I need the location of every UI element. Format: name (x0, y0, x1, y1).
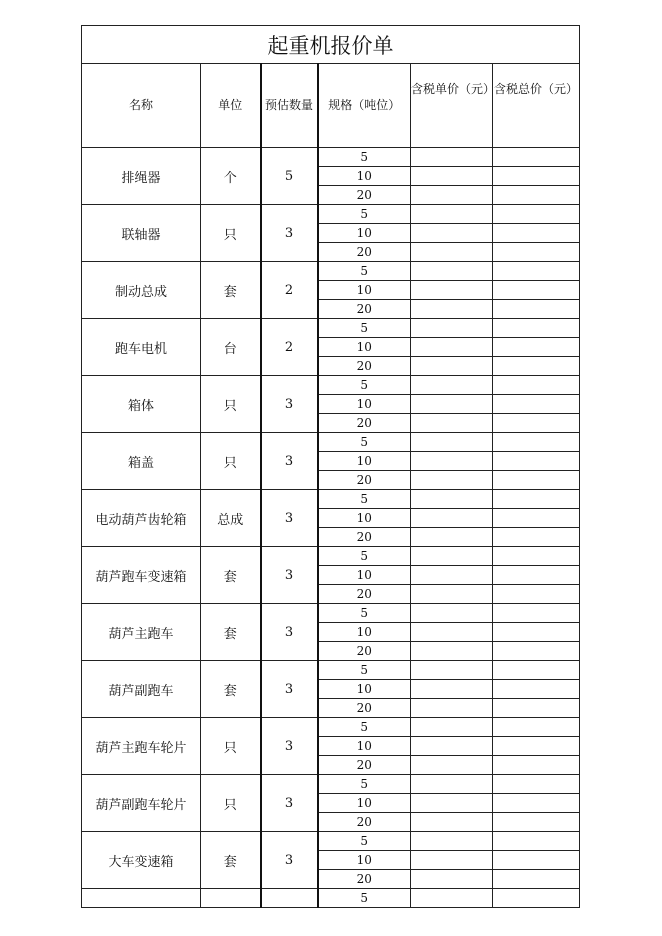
item-name: 电动葫芦齿轮箱 (82, 490, 201, 547)
unit-price-cell[interactable] (411, 566, 493, 585)
unit-price-cell[interactable] (411, 699, 493, 718)
total-price-cell[interactable] (493, 186, 580, 205)
item-spec: 20 (318, 528, 411, 547)
unit-price-cell[interactable] (411, 167, 493, 186)
item-spec: 20 (318, 699, 411, 718)
item-spec: 5 (318, 319, 411, 338)
item-unit: 只 (201, 433, 261, 490)
unit-price-cell[interactable] (411, 661, 493, 680)
item-unit: 只 (201, 205, 261, 262)
item-name: 跑车电机 (82, 319, 201, 376)
unit-price-cell[interactable] (411, 680, 493, 699)
total-price-cell[interactable] (493, 566, 580, 585)
total-price-cell[interactable] (493, 262, 580, 281)
unit-price-cell[interactable] (411, 547, 493, 566)
total-price-cell[interactable] (493, 224, 580, 243)
total-price-cell[interactable] (493, 680, 580, 699)
unit-price-cell[interactable] (411, 737, 493, 756)
total-price-cell[interactable] (493, 870, 580, 889)
unit-price-cell[interactable] (411, 585, 493, 604)
unit-price-cell[interactable] (411, 319, 493, 338)
unit-price-cell[interactable] (411, 338, 493, 357)
item-spec: 10 (318, 566, 411, 585)
item-unit: 只 (201, 376, 261, 433)
total-price-cell[interactable] (493, 414, 580, 433)
sheet-title: 起重机报价单 (82, 26, 580, 64)
unit-price-cell[interactable] (411, 528, 493, 547)
unit-price-cell[interactable] (411, 642, 493, 661)
item-spec: 10 (318, 509, 411, 528)
total-price-cell[interactable] (493, 718, 580, 737)
quote-table (81, 25, 580, 908)
unit-price-cell[interactable] (411, 243, 493, 262)
table-row (82, 547, 580, 566)
item-spec: 20 (318, 243, 411, 262)
item-spec: 20 (318, 642, 411, 661)
unit-price-cell[interactable] (411, 756, 493, 775)
unit-price-cell[interactable] (411, 490, 493, 509)
total-price-cell[interactable] (493, 889, 580, 908)
item-unit: 套 (201, 661, 261, 718)
quote-sheet (81, 25, 579, 905)
item-spec: 5 (318, 490, 411, 509)
item-spec: 10 (318, 737, 411, 756)
total-price-cell[interactable] (493, 775, 580, 794)
item-qty: 5 (261, 148, 318, 205)
item-unit: 台 (201, 319, 261, 376)
item-spec: 5 (318, 376, 411, 395)
unit-price-cell[interactable] (411, 205, 493, 224)
item-qty: 3 (261, 490, 318, 547)
total-price-cell[interactable] (493, 756, 580, 775)
total-price-cell[interactable] (493, 813, 580, 832)
item-spec: 5 (318, 832, 411, 851)
item-spec: 10 (318, 338, 411, 357)
table-row (82, 319, 580, 338)
total-price-cell[interactable] (493, 604, 580, 623)
item-spec: 20 (318, 585, 411, 604)
item-name: 葫芦跑车变速箱 (82, 547, 201, 604)
total-price-cell[interactable] (493, 528, 580, 547)
item-spec: 20 (318, 756, 411, 775)
item-spec: 10 (318, 452, 411, 471)
header-spec: 规格（吨位） (318, 64, 411, 148)
total-price-cell[interactable] (493, 205, 580, 224)
table-row (82, 433, 580, 452)
item-spec: 5 (318, 718, 411, 737)
total-price-cell[interactable] (493, 281, 580, 300)
total-price-cell[interactable] (493, 851, 580, 870)
item-qty: 3 (261, 604, 318, 661)
table-row (82, 832, 580, 851)
unit-price-cell[interactable] (411, 452, 493, 471)
item-qty: 3 (261, 547, 318, 604)
item-qty: 3 (261, 661, 318, 718)
item-unit: 套 (201, 262, 261, 319)
item-spec: 5 (318, 433, 411, 452)
total-price-cell[interactable] (493, 699, 580, 718)
total-price-cell[interactable] (493, 661, 580, 680)
item-unit: 套 (201, 547, 261, 604)
table-row (82, 604, 580, 623)
item-name: 箱体 (82, 376, 201, 433)
item-unit: 个 (201, 148, 261, 205)
header-name: 名称 (82, 64, 201, 148)
item-qty: 3 (261, 433, 318, 490)
unit-price-cell[interactable] (411, 832, 493, 851)
item-name: 葫芦副跑车 (82, 661, 201, 718)
unit-price-cell[interactable] (411, 224, 493, 243)
item-spec: 10 (318, 281, 411, 300)
item-spec: 20 (318, 300, 411, 319)
total-price-cell[interactable] (493, 794, 580, 813)
item-unit: 套 (201, 604, 261, 661)
item-unit: 只 (201, 775, 261, 832)
item-spec: 10 (318, 224, 411, 243)
unit-price-cell[interactable] (411, 471, 493, 490)
header-unit-price: 含税单价（元） (411, 64, 493, 148)
item-unit (201, 889, 261, 908)
unit-price-cell[interactable] (411, 889, 493, 908)
total-price-cell[interactable] (493, 148, 580, 167)
table-row (82, 889, 580, 908)
total-price-cell[interactable] (493, 471, 580, 490)
total-price-cell[interactable] (493, 376, 580, 395)
item-name: 葫芦主跑车 (82, 604, 201, 661)
item-qty: 3 (261, 376, 318, 433)
header-qty: 预估数量 (261, 64, 318, 148)
unit-price-cell[interactable] (411, 718, 493, 737)
item-spec: 20 (318, 870, 411, 889)
unit-price-cell[interactable] (411, 851, 493, 870)
item-spec: 5 (318, 148, 411, 167)
total-price-cell[interactable] (493, 642, 580, 661)
table-row (82, 775, 580, 794)
item-name: 排绳器 (82, 148, 201, 205)
unit-price-cell[interactable] (411, 281, 493, 300)
unit-price-cell[interactable] (411, 433, 493, 452)
unit-price-cell[interactable] (411, 376, 493, 395)
total-price-cell[interactable] (493, 737, 580, 756)
table-row (82, 262, 580, 281)
item-spec: 5 (318, 262, 411, 281)
unit-price-cell[interactable] (411, 870, 493, 889)
total-price-cell[interactable] (493, 490, 580, 509)
item-name: 大车变速箱 (82, 832, 201, 889)
unit-price-cell[interactable] (411, 186, 493, 205)
total-price-cell[interactable] (493, 243, 580, 262)
item-name: 制动总成 (82, 262, 201, 319)
item-name: 箱盖 (82, 433, 201, 490)
unit-price-cell[interactable] (411, 604, 493, 623)
item-spec: 10 (318, 167, 411, 186)
item-spec: 20 (318, 813, 411, 832)
item-name: 葫芦主跑车轮片 (82, 718, 201, 775)
total-price-cell[interactable] (493, 395, 580, 414)
table-row (82, 661, 580, 680)
item-name: 葫芦副跑车轮片 (82, 775, 201, 832)
item-spec: 5 (318, 889, 411, 908)
item-spec: 5 (318, 205, 411, 224)
total-price-cell[interactable] (493, 585, 580, 604)
header-total-price: 含税总价（元） (493, 64, 580, 148)
item-qty: 2 (261, 262, 318, 319)
item-name (82, 889, 201, 908)
total-price-cell[interactable] (493, 509, 580, 528)
item-spec: 10 (318, 680, 411, 699)
total-price-cell[interactable] (493, 623, 580, 642)
total-price-cell[interactable] (493, 452, 580, 471)
item-spec: 5 (318, 547, 411, 566)
item-unit: 只 (201, 718, 261, 775)
item-spec: 10 (318, 395, 411, 414)
item-spec: 20 (318, 186, 411, 205)
item-name: 联轴器 (82, 205, 201, 262)
table-row (82, 205, 580, 224)
total-price-cell[interactable] (493, 433, 580, 452)
unit-price-cell[interactable] (411, 262, 493, 281)
total-price-cell[interactable] (493, 338, 580, 357)
table-row (82, 490, 580, 509)
item-spec: 10 (318, 794, 411, 813)
table-row (82, 718, 580, 737)
total-price-cell[interactable] (493, 319, 580, 338)
item-qty: 3 (261, 205, 318, 262)
total-price-cell[interactable] (493, 547, 580, 566)
item-unit: 套 (201, 832, 261, 889)
table-row (82, 148, 580, 167)
header-unit: 单位 (201, 64, 261, 148)
item-qty: 3 (261, 775, 318, 832)
item-qty: 3 (261, 718, 318, 775)
total-price-cell[interactable] (493, 357, 580, 376)
item-spec: 5 (318, 775, 411, 794)
unit-price-cell[interactable] (411, 395, 493, 414)
item-qty (261, 889, 318, 908)
item-qty: 3 (261, 832, 318, 889)
item-spec: 5 (318, 604, 411, 623)
table-row (82, 376, 580, 395)
item-spec: 10 (318, 623, 411, 642)
unit-price-cell[interactable] (411, 357, 493, 376)
item-spec: 10 (318, 851, 411, 870)
item-spec: 20 (318, 471, 411, 490)
item-spec: 20 (318, 357, 411, 376)
unit-price-cell[interactable] (411, 775, 493, 794)
unit-price-cell[interactable] (411, 813, 493, 832)
item-qty: 2 (261, 319, 318, 376)
total-price-cell[interactable] (493, 832, 580, 851)
total-price-cell[interactable] (493, 300, 580, 319)
unit-price-cell[interactable] (411, 148, 493, 167)
total-price-cell[interactable] (493, 167, 580, 186)
item-spec: 20 (318, 414, 411, 433)
unit-price-cell[interactable] (411, 794, 493, 813)
unit-price-cell[interactable] (411, 300, 493, 319)
unit-price-cell[interactable] (411, 414, 493, 433)
item-spec: 5 (318, 661, 411, 680)
unit-price-cell[interactable] (411, 623, 493, 642)
unit-price-cell[interactable] (411, 509, 493, 528)
item-unit: 总成 (201, 490, 261, 547)
header-row (82, 64, 580, 148)
